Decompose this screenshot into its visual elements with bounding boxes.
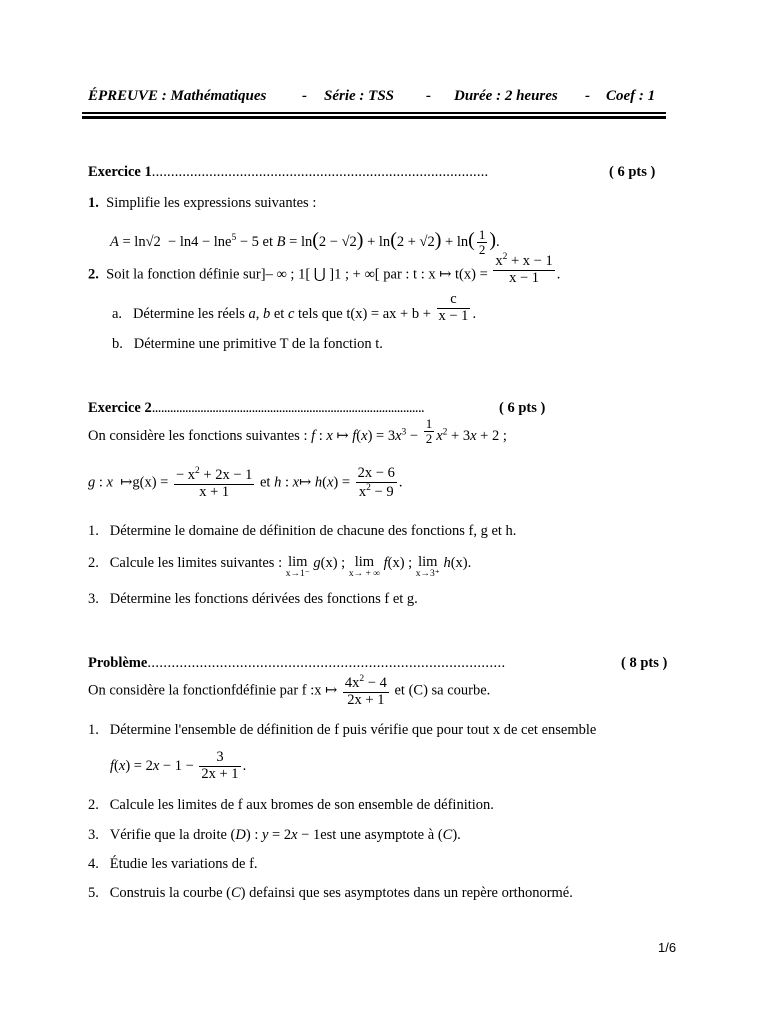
ex1-question-1: 1. Simplifie les expressions suivantes : bbox=[88, 195, 317, 211]
ex2-question-3: 3. Détermine les fonctions dérivées des fonctions f et g. bbox=[88, 591, 418, 607]
problem-question-4: 4. Étudie les variations de f. bbox=[88, 856, 258, 872]
problem-question-5: 5. Construis la courbe (C) defainsi que ses asymptotes dans un repère orthonormé. bbox=[88, 885, 573, 901]
ex1-question-2: 2. Soit la fonction définie sur]– ∞ ; 1[ ⋃ ]1 ; + ∞[ par : t : x ↦ t(x) = $\frac{x^2 + x - 1}{x - 1}$ . bbox=[88, 252, 561, 286]
ex2-intro: On considère les fonctions suivantes : f : x ↦ $f(x) = 3x^3$ − $\frac{1}{2}$ $x^2 + 3x + 2$ ; bbox=[88, 416, 507, 447]
problem-question-3: 3. Vérifie que la droite (D) : y = 2x − 1est une asymptote à (C). bbox=[88, 827, 461, 843]
problem-f-expression: f(x) = 2x − 1 − $\frac{3}{2x + 1}$ . bbox=[110, 749, 247, 782]
ex1-expression-A-B: A = ln√2 − ln4 − lne$^5$ − 5 et B = ln(2 − √2) + ln(2 + √2) + ln( $\frac{1}{2}$ ). bbox=[110, 226, 500, 257]
exam-coefficient: Coef : 1 bbox=[606, 88, 656, 104]
ex2-question-2: 2. Calcule les limites suivantes : lim x→1⁻ g(x) ; lim x→ + ∞ f(x) ; lim x→3⁺ h(x). bbox=[88, 554, 472, 580]
problem-question-2: 2. Calcule les limites de f aux bromes de son ensemble de définition. bbox=[88, 797, 494, 813]
problem-leader: ......................................................................................... bbox=[147, 655, 506, 671]
exercise-2-leader: .......................................................................................... bbox=[151, 400, 425, 416]
ex1-question-a: a. Détermine les réels a, b et c tels que t(x) = ax + b + $\frac{c}{x - 1}$ . bbox=[112, 291, 477, 324]
problem-heading bbox=[88, 655, 506, 672]
header-separator: - bbox=[426, 88, 431, 104]
ex2-functions-g-h: g : x ↦g(x) = $\frac{- x^2 + 2x - 1}{x + 1}$ et h : x↦ h(x) = $\frac{2x - 6}{x^2 - 9}$ . bbox=[88, 465, 403, 500]
exercise-2-title: Exercice 2 bbox=[88, 400, 152, 416]
problem-question-1: 1. Détermine l'ensemble de définition de f puis vérifie que pour tout x de cet ensemble bbox=[88, 722, 597, 738]
exercise-2-heading bbox=[88, 400, 424, 417]
exam-duration: Durée : 2 heures bbox=[454, 88, 558, 104]
page-number: 1/6 bbox=[658, 940, 677, 955]
header-separator: - bbox=[585, 88, 590, 104]
problem-intro: On considère la fonctionfdéfinie par f :x ↦ $\frac{4x^2 - 4}{2x + 1}$ et (C) sa courbe. bbox=[88, 674, 491, 708]
exercise-1-points: ( 6 pts ) bbox=[609, 164, 656, 180]
exercise-2-points: ( 6 pts ) bbox=[499, 400, 546, 416]
header-rule-thick bbox=[82, 116, 666, 119]
exercise-1-title: Exercice 1 bbox=[88, 164, 152, 180]
header-separator: - bbox=[302, 88, 307, 104]
exam-series: Série : TSS bbox=[324, 88, 395, 104]
problem-title: Problème bbox=[88, 655, 148, 671]
ex1-question-b: b. Détermine une primitive T de la fonction t. bbox=[112, 336, 383, 352]
ex2-question-1: 1. Détermine le domaine de définition de chacune des fonctions f, g et h. bbox=[88, 523, 517, 539]
header-rule-thin bbox=[82, 112, 666, 114]
exam-subject: ÉPREUVE : Mathématiques bbox=[88, 88, 267, 104]
exercise-1-leader: ........................................................................................ bbox=[151, 164, 489, 180]
problem-points: ( 8 pts ) bbox=[621, 655, 668, 671]
exercise-1-heading bbox=[88, 164, 488, 181]
